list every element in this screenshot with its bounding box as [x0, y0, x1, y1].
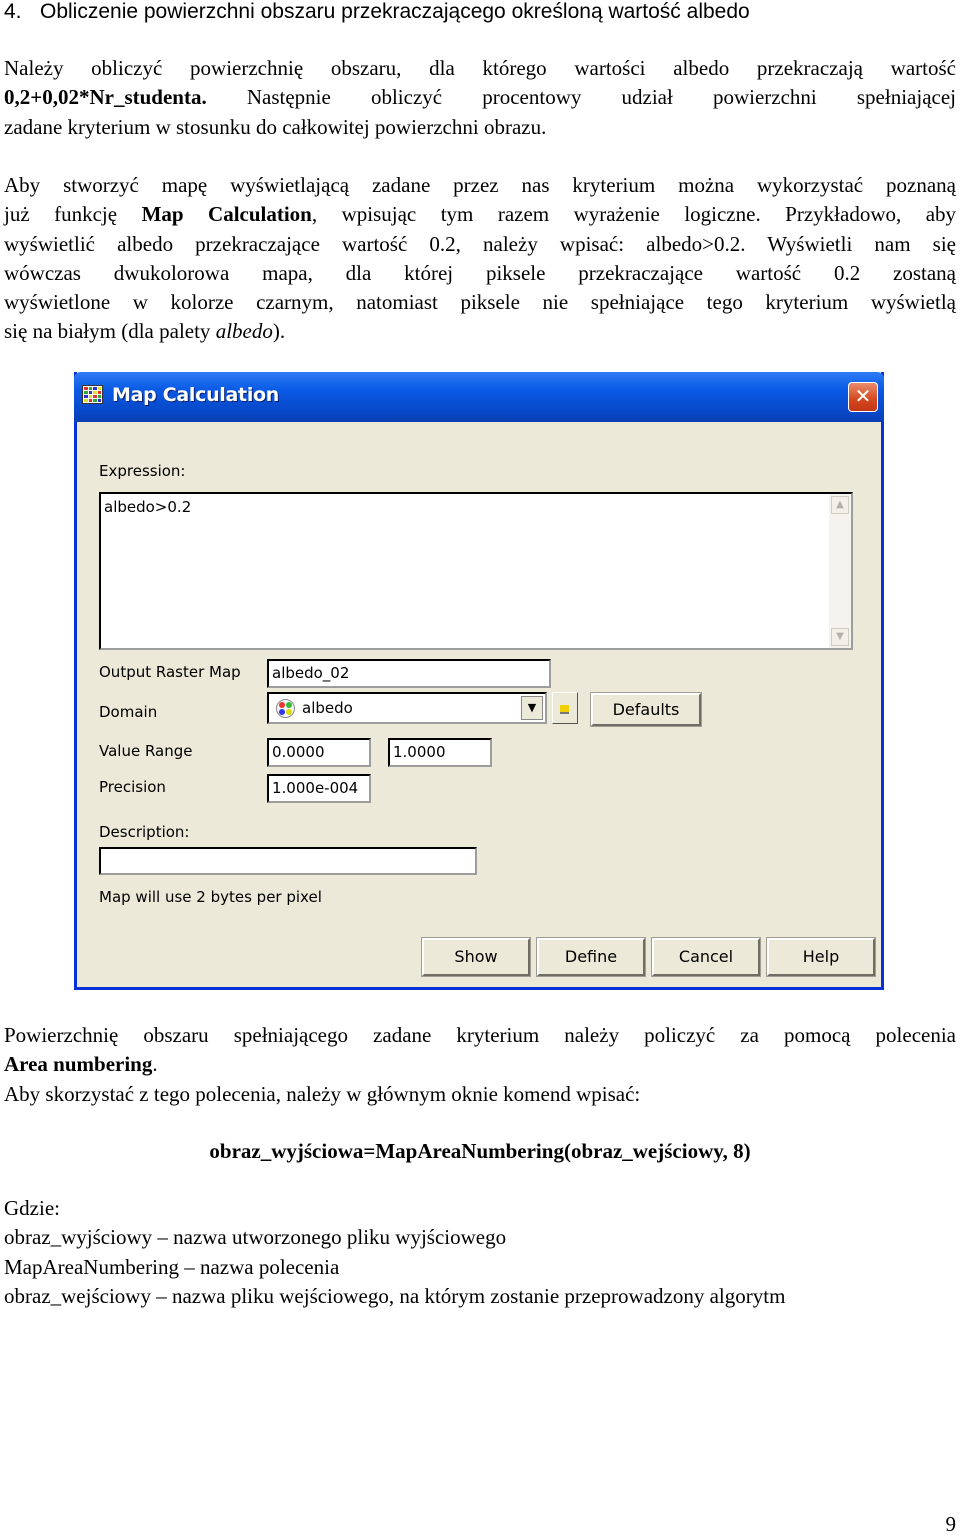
expression-input[interactable] — [99, 492, 853, 650]
map-calculation-dialog — [74, 372, 884, 990]
command-line — [0, 1137, 960, 1166]
defaults-button[interactable]: Defaults — [591, 693, 701, 726]
range-max-input[interactable]: 1.0000 — [388, 738, 492, 767]
precision-input[interactable]: 1.000e-004 — [267, 774, 371, 803]
where-label: Gdzie: — [4, 1196, 60, 1220]
help-button[interactable]: Help — [767, 938, 875, 976]
area-line-1: Powierzchnię obszaru spełniającego zadane kryterium należy policzyć za pomocą polecenia — [4, 1023, 956, 1047]
map-calculation-term: Map Calculation — [141, 202, 312, 227]
domain-create-button[interactable] — [552, 692, 578, 724]
new-domain-icon — [560, 705, 569, 714]
area-line-2: Area numbering. — [4, 1052, 158, 1077]
range-min-input[interactable]: 0.0000 — [267, 738, 371, 767]
scroll-down-icon[interactable]: ▼ — [831, 628, 849, 646]
dialog-titlebar[interactable] — [74, 372, 884, 422]
expression-scrollbar[interactable] — [829, 494, 851, 648]
albedo-palette-term: albedo — [215, 319, 273, 344]
area-line-3: Aby skorzystać z tego polecenia, należy w głównym oknie komend wpisać: — [4, 1081, 641, 1106]
section-heading — [4, 0, 954, 24]
close-icon: ✕ — [854, 384, 872, 408]
mapcalc-paragraph — [4, 171, 956, 347]
mapcalc-line-3: wyświetlić albedo przekraczające wartość 0.2, należy wpisać: albedo>0.2. Wyświetli nam się — [4, 231, 956, 256]
expression-value: albedo>0.2 — [104, 498, 192, 516]
cancel-button[interactable]: Cancel — [652, 938, 760, 976]
mapcalc-line-5: wyświetlone w kolorze czarnym, natomiast piksele nie spełniające tego kryterium wyświetlą — [4, 290, 956, 315]
domain-label: Domain — [99, 703, 158, 721]
output-raster-map-label: Output Raster Map — [99, 663, 241, 681]
domain-palette-icon — [276, 699, 295, 718]
section-number: 4. — [4, 0, 22, 23]
mapcalc-line-2: już funkcję Map Calculation, wpisując tym razem wyrażenie logiczne. Przykładowo, aby — [4, 202, 957, 227]
section-title: Obliczenie powierzchni obszaru przekraczającego określoną wartość albedo — [40, 0, 750, 23]
mapcalc-line-4: wówczas dwukolorowa mapa, dla której piksele przekraczające wartość 0.2 zostaną — [4, 260, 956, 285]
show-button[interactable]: Show — [422, 938, 530, 976]
domain-value: albedo — [302, 699, 353, 717]
define-button[interactable]: Define — [537, 938, 645, 976]
mapcalc-line-6: się na białym (dla palety albedo). — [4, 319, 286, 344]
where-item: obraz_wejściowy – nazwa pliku wejściowego, na którym zostanie przeprowadzony algorytm — [4, 1283, 786, 1308]
area-numbering-term: Area numbering — [4, 1052, 153, 1077]
intro-line-3: zadane kryterium w stosunku do całkowitej powierzchni obrazu. — [4, 114, 547, 139]
intro-line-1: Należy obliczyć powierzchnię obszaru, dla którego wartości albedo przekraczają wartość — [4, 56, 956, 80]
dialog-title: Map Calculation — [112, 384, 280, 406]
where-item: obraz_wyjściowy – nazwa utworzonego pliku wyjściowego — [4, 1225, 507, 1250]
domain-select[interactable] — [267, 692, 547, 724]
where-section — [4, 1194, 956, 1311]
chevron-down-icon[interactable]: ▼ — [521, 696, 543, 720]
command-text: obraz_wyjściowa=MapAreaNumbering(obraz_wejściowy, 8) — [209, 1139, 751, 1163]
mapcalc-line-1: Aby stworzyć mapę wyświetlającą zadane przez nas kryterium można wykorzystać poznaną — [4, 173, 956, 197]
where-item: MapAreaNumbering – nazwa polecenia — [4, 1254, 340, 1279]
expression-label: Expression: — [99, 462, 186, 480]
description-input[interactable] — [99, 847, 477, 875]
description-label: Description: — [99, 823, 190, 841]
bytes-per-pixel-note: Map will use 2 bytes per pixel — [99, 888, 322, 906]
intro-formula: 0,2+0,02*Nr_studenta. — [4, 85, 207, 110]
output-raster-map-input[interactable]: albedo_02 — [267, 659, 551, 688]
close-button[interactable] — [848, 382, 878, 412]
intro-line-2: 0,2+0,02*Nr_studenta. Następnie obliczyć procentowy udział powierzchni spełniającej — [4, 85, 956, 110]
area-paragraph — [4, 1021, 956, 1109]
map-calc-grid-icon — [82, 385, 103, 404]
intro-paragraph — [4, 54, 956, 142]
value-range-label: Value Range — [99, 742, 193, 760]
page-number: 9 — [945, 1512, 956, 1536]
precision-label: Precision — [99, 778, 166, 796]
scroll-up-icon[interactable]: ▲ — [831, 496, 849, 514]
